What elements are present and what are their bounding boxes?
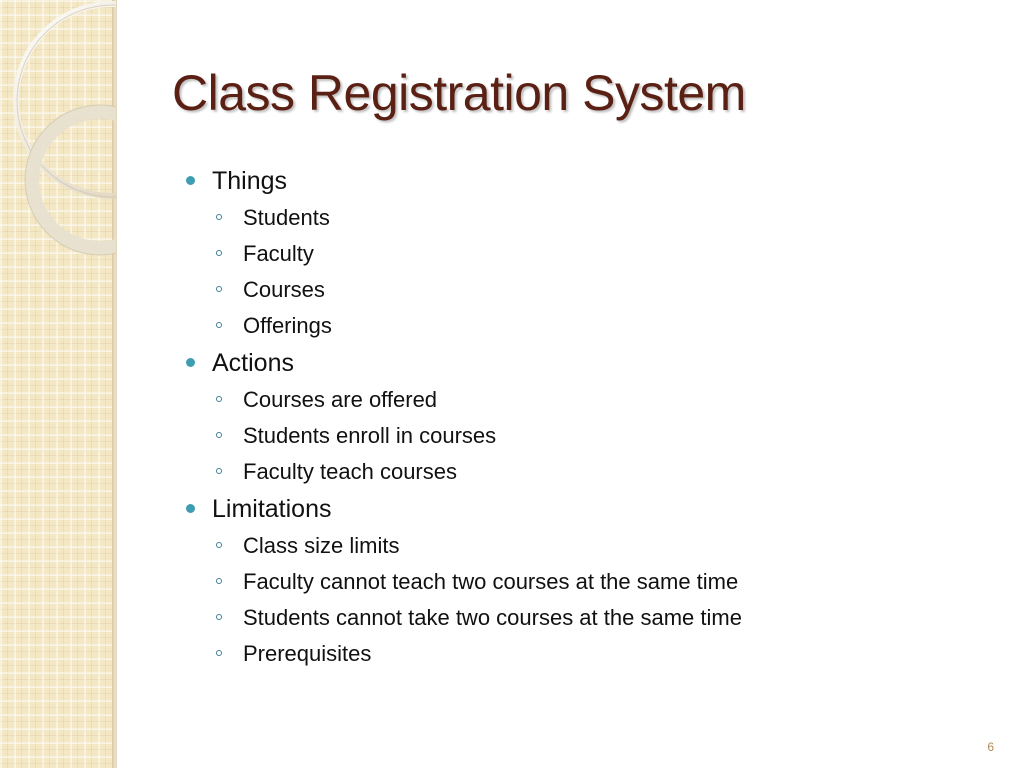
sub-bullet-text: Offerings (243, 313, 332, 338)
sub-bullet-item (186, 236, 986, 272)
filled-circle-bullet-icon (186, 176, 195, 185)
sub-bullet-text: Class size limits (243, 533, 400, 558)
slide-title: Class Registration System (172, 65, 746, 121)
hollow-circle-bullet-icon (216, 286, 222, 292)
sub-bullet-item (186, 636, 986, 672)
bullet-section-things (186, 162, 986, 200)
hollow-circle-bullet-icon (216, 214, 222, 220)
hollow-circle-bullet-icon (216, 432, 222, 438)
sub-bullet-text: Faculty (243, 241, 314, 266)
bullet-section-actions (186, 344, 986, 382)
sub-bullet-item (186, 454, 986, 490)
hollow-circle-bullet-icon (216, 396, 222, 402)
sub-bullet-text: Courses are offered (243, 387, 438, 412)
sub-bullet-item (186, 308, 986, 344)
sub-bullet-item (186, 418, 986, 454)
sub-bullet-item (186, 272, 986, 308)
sub-bullet-item (186, 564, 986, 600)
filled-circle-bullet-icon (186, 358, 195, 367)
sub-bullet-text: Students (243, 205, 330, 230)
hollow-circle-bullet-icon (216, 542, 222, 548)
sub-bullet-text: Students cannot take two courses at the same time (243, 605, 742, 630)
filled-circle-bullet-icon (186, 504, 195, 513)
hollow-circle-bullet-icon (216, 614, 222, 620)
sub-bullet-text: Prerequisites (243, 641, 372, 666)
hollow-circle-bullet-icon (216, 468, 222, 474)
page-number: 6 (987, 740, 994, 754)
sub-bullet-text: Faculty teach courses (243, 459, 457, 484)
sub-bullet-item (186, 600, 986, 636)
side-band-divider (116, 0, 117, 768)
section-label: Things (212, 167, 288, 195)
hollow-circle-bullet-icon (216, 650, 222, 656)
bullet-list (186, 162, 986, 672)
sub-bullet-item (186, 528, 986, 564)
decorative-ring-small (32, 112, 116, 248)
bullet-section-limitations (186, 490, 986, 528)
sub-bullet-item (186, 200, 986, 236)
hollow-circle-bullet-icon (216, 322, 222, 328)
decorative-rings-graphic (0, 0, 116, 260)
section-label: Limitations (212, 495, 332, 523)
sub-bullet-text: Faculty cannot teach two courses at the same time (243, 569, 739, 594)
sub-bullet-text: Courses (243, 277, 325, 302)
section-label: Actions (212, 349, 294, 377)
hollow-circle-bullet-icon (216, 578, 222, 584)
sub-bullet-text: Students enroll in courses (243, 423, 497, 448)
hollow-circle-bullet-icon (216, 250, 222, 256)
sub-bullet-item (186, 382, 986, 418)
